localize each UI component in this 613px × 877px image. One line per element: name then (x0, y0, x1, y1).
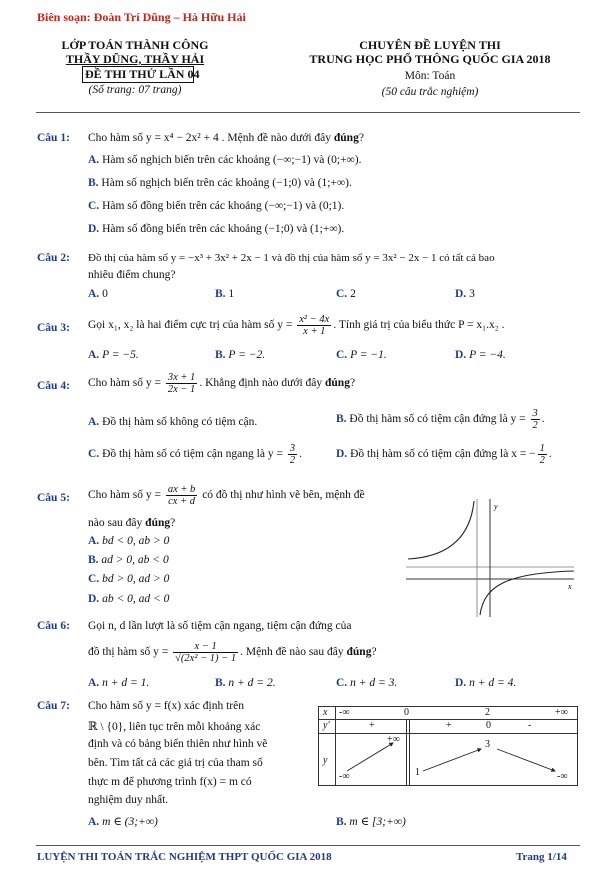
q1-number: Câu 1: (37, 132, 70, 144)
q6-option-a[interactable]: A. n + d = 1. (88, 677, 150, 689)
q5-number: Câu 5: (37, 492, 70, 504)
q3-option-b[interactable]: B. P = −2. (215, 349, 266, 361)
q6-stem-line2: đồ thị hàm số y = $\frac{x - 1}{\text{√(2x² − 1) − 1}}$ . Mệnh đề nào sau đây đúng? (88, 641, 377, 665)
footer-divider (36, 845, 580, 846)
q5-stem-line2: nào sau đây đúng? (88, 517, 176, 529)
topic-title: CHUYÊN ĐỀ LUYỆN THI (359, 38, 501, 52)
q2-option-d[interactable]: D. 3 (455, 288, 475, 300)
page-count: (Số trang: 07 trang) (88, 84, 182, 96)
vt-x-label: x (323, 707, 328, 718)
vt-y-0: +∞ (387, 734, 400, 745)
variation-table (318, 706, 578, 786)
author-line: Biên soạn: Đoàn Trí Dũng – Hà Hữu Hải (37, 10, 246, 24)
vt-y-label: y (323, 755, 328, 766)
q4-number: Câu 4: (37, 380, 70, 392)
q4-option-c[interactable]: C. Đồ thị hàm số có tiệm cận ngang là y = $\frac{3}{2}$ . (88, 443, 302, 467)
q1-option-c[interactable]: C. Hàm số đồng biến trên các khoảng (−∞;−1) và (0;1). (88, 200, 345, 212)
exam-title: TRUNG HỌC PHỔ THÔNG QUỐC GIA 2018 (309, 52, 551, 66)
q7-line-1: Cho hàm số y = f(x) xác định trên (88, 700, 244, 712)
q7-option-b[interactable]: B. m ∈ [3;+∞) (336, 816, 406, 828)
q2-option-c[interactable]: C. 2 (336, 288, 356, 300)
question-count: (50 câu trắc nghiệm) (381, 86, 479, 98)
q7-number: Câu 7: (37, 700, 70, 712)
graph-y-label: y (494, 502, 498, 511)
vt-y-2: 1 (415, 767, 420, 778)
vt-yp-3: - (528, 720, 532, 731)
q4-option-d[interactable]: D. Đồ thị hàm số có tiệm cận đứng là x = − $\frac{1}{2}$ . (336, 443, 552, 467)
q2-stem-line1: Đồ thị của hàm số y = −x³ + 3x² + 2x − 1 và đồ thị của hàm số y = 3x² − 2x − 1 có tất cả bao (88, 252, 495, 264)
vt-y-1: -∞ (339, 771, 350, 782)
q5-stem: Cho hàm số y = $\frac{ax + b}{cx + d}$ có đồ thị như hình vẽ bên, mệnh đề (88, 484, 365, 508)
q5-graph (404, 497, 576, 619)
q3-option-c[interactable]: C. P = −1. (336, 349, 387, 361)
vt-y-4: -∞ (557, 771, 568, 782)
q4-stem: Cho hàm số y = $\frac{3x + 1}{2x - 1}$ . Khẳng định nào dưới đây đúng? (88, 372, 356, 396)
header-divider (36, 112, 580, 113)
q7-line-4: bên. Tìm tất cả các giá trị của tham số (88, 757, 263, 769)
vt-x-2: 2 (485, 707, 490, 718)
q3-number: Câu 3: (37, 322, 70, 334)
q5-option-c[interactable]: C. bd > 0, ad > 0 (88, 573, 170, 585)
q6-stem-line1: Gọi n, d lần lượt là số tiệm cận ngang, tiệm cận đứng của (88, 620, 352, 632)
q3-stem: Gọi x₁, x₂ là hai điểm cực trị của hàm số y = $\frac{\text{x² − 4x}}{x + 1}$ . Tính giá trị của biểu thức P = x₁.x₂ . (88, 314, 505, 338)
q6-option-b[interactable]: B. n + d = 2. (215, 677, 276, 689)
q5-option-b[interactable]: B. ad > 0, ab < 0 (88, 554, 169, 566)
q4-option-b[interactable]: B. Đồ thị hàm số có tiệm cận đứng là y = $\frac{3}{2}$ . (336, 408, 545, 432)
q3-option-a[interactable]: A. P = −5. (88, 349, 139, 361)
vt-yp-2: 0 (486, 720, 491, 731)
vt-yp-1: + (446, 720, 452, 731)
school-name: LỚP TOÁN THÀNH CÔNG (61, 38, 209, 52)
vt-yp-label: y' (323, 720, 330, 731)
footer-title: LUYỆN THI TOÁN TRẮC NGHIỆM THPT QUỐC GIA 2018 (37, 851, 332, 863)
vt-yp-0: + (369, 720, 375, 731)
q1-stem: Cho hàm số y = x⁴ − 2x² + 4 . Mệnh đề nào dưới đây đúng? (88, 132, 364, 144)
vt-x-0: -∞ (339, 707, 350, 718)
subject-label: Môn: Toán (404, 70, 456, 82)
q7-line-2: ℝ \ {0}, liên tục trên mỗi khoảng xác (88, 721, 261, 733)
q1-option-d[interactable]: D. Hàm số đồng biến trên các khoảng (−1;0) và (1;+∞). (88, 223, 345, 235)
q7-line-3: định và có bảng biến thiên như hình vẽ (88, 738, 268, 750)
q2-option-b[interactable]: B. 1 (215, 288, 235, 300)
graph-x-label: x (568, 582, 572, 591)
q6-number: Câu 6: (37, 620, 70, 632)
q3-option-d[interactable]: D. P = −4. (455, 349, 506, 361)
q7-option-a[interactable]: A. m ∈ (3;+∞) (88, 816, 158, 828)
exam-label: ĐỀ THI THỬ LẦN 04 (82, 66, 194, 83)
q2-option-a[interactable]: A. 0 (88, 288, 108, 300)
page-number: Trang 1/14 (516, 851, 567, 863)
q2-number: Câu 2: (37, 252, 70, 264)
q4-option-a[interactable]: A. Đồ thị hàm số không có tiệm cận. (88, 416, 258, 428)
vt-x-3: +∞ (555, 707, 568, 718)
q6-option-c[interactable]: C. n + d = 3. (336, 677, 398, 689)
q2-stem-line2: nhiêu điểm chung? (88, 269, 176, 281)
q7-line-6: nghiệm duy nhất. (88, 794, 169, 806)
q6-option-d[interactable]: D. n + d = 4. (455, 677, 517, 689)
q5-option-a[interactable]: A. bd < 0, ab > 0 (88, 535, 170, 547)
q7-line-5: thực m để phương trình f(x) = m có (88, 776, 252, 788)
q5-option-d[interactable]: D. ab < 0, ad < 0 (88, 593, 170, 605)
vt-x-1: 0 (404, 707, 409, 718)
teachers-name: THẦY DŨNG, THẦY HẢI (65, 52, 205, 66)
q1-option-a[interactable]: A. Hàm số nghịch biến trên các khoảng (−∞;−1) và (0;+∞). (88, 154, 362, 166)
q1-option-b[interactable]: B. Hàm số nghịch biến trên các khoảng (−1;0) và (1;+∞). (88, 177, 352, 189)
vt-y-3: 3 (485, 739, 490, 750)
vt-arrows (319, 707, 577, 785)
